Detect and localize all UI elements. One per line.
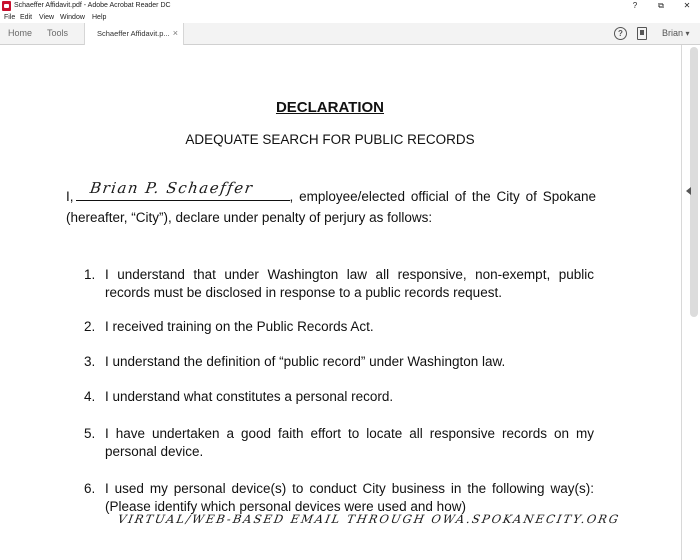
handwritten-signature: Brian P. Schaeffer	[88, 179, 255, 197]
window-title: Schaeffer Affidavit.pdf - Adobe Acrobat Reader DC	[14, 2, 171, 9]
list-item-text: I understand what constitutes a personal record.	[105, 389, 394, 404]
list-item-text: I understand the definition of “public record” under Washington law.	[105, 354, 506, 369]
list-item	[84, 318, 594, 336]
menu-window[interactable]: Window	[60, 14, 85, 21]
close-window-button[interactable]: ✕	[683, 1, 691, 10]
user-name: Brian	[662, 28, 684, 38]
intro-paragraph	[66, 179, 596, 228]
intro-suffix: , employee/elected official of the City of Spokane (hereafter, “City”), declare under penalty of perjury as follows:	[66, 189, 596, 225]
list-item	[84, 266, 594, 302]
chevron-down-icon: ▾	[685, 29, 690, 38]
list-item	[84, 353, 594, 371]
menu-file[interactable]: File	[4, 14, 16, 21]
list-item-text: I received training on the Public Records Act.	[105, 319, 374, 334]
list-item-text: I have undertaken a good faith effort to locate all responsive records on my personal device.	[105, 426, 594, 459]
menu-help[interactable]: Help	[92, 14, 107, 21]
scrollbar-thumb[interactable]	[690, 47, 698, 317]
document-tab-label: Schaeffer Affidavit.p...	[97, 29, 170, 38]
panel-toggle-arrow-icon[interactable]	[686, 187, 691, 195]
list-item-number: 5.	[84, 426, 96, 441]
intro-prefix: I,	[66, 189, 74, 204]
declaration-subtitle: ADEQUATE SEARCH FOR PUBLIC RECORDS	[185, 132, 475, 147]
list-item	[84, 425, 594, 461]
list-item-number: 2.	[84, 319, 96, 334]
menu-bar	[0, 12, 700, 23]
menu-view[interactable]: View	[39, 14, 55, 21]
tab-document[interactable]	[84, 23, 184, 45]
handwritten-answer: VIRTUAL/WEB-BASED EMAIL THROUGH OWA.SPOKANECITY.ORG	[116, 512, 622, 526]
list-item-number: 4.	[84, 389, 96, 404]
page-edge	[681, 45, 682, 560]
menu-edit[interactable]: Edit	[20, 14, 33, 21]
acrobat-app-icon	[2, 1, 11, 11]
title-bar	[0, 0, 700, 12]
list-item-number: 1.	[84, 267, 96, 282]
signature-line	[76, 179, 290, 201]
vertical-scrollbar[interactable]	[688, 45, 700, 560]
restore-button[interactable]: ⧉	[658, 1, 664, 10]
tab-tools[interactable]: Tools	[47, 28, 69, 38]
mobile-link-icon[interactable]	[637, 27, 647, 40]
tab-home[interactable]: Home	[8, 28, 33, 38]
list-item-text: I used my personal device(s) to conduct City business in the following way(s): (Please identify which personal devices were used and how)	[105, 481, 594, 514]
list-item-number: 3.	[84, 354, 96, 369]
document-viewport[interactable]	[0, 45, 700, 560]
close-tab-icon[interactable]: ×	[172, 28, 178, 38]
user-menu[interactable]	[662, 23, 690, 44]
list-item-number: 6.	[84, 481, 96, 496]
minimize-button[interactable]: ?	[632, 1, 638, 10]
list-item-text: I understand that under Washington law all responsive, non-exempt, public records must be disclosed in response to a public records request.	[105, 267, 594, 300]
list-item	[84, 480, 594, 516]
list-item	[84, 388, 594, 406]
tab-bar	[0, 23, 700, 45]
help-icon[interactable]: ?	[614, 27, 627, 40]
declaration-title: DECLARATION	[275, 99, 385, 116]
